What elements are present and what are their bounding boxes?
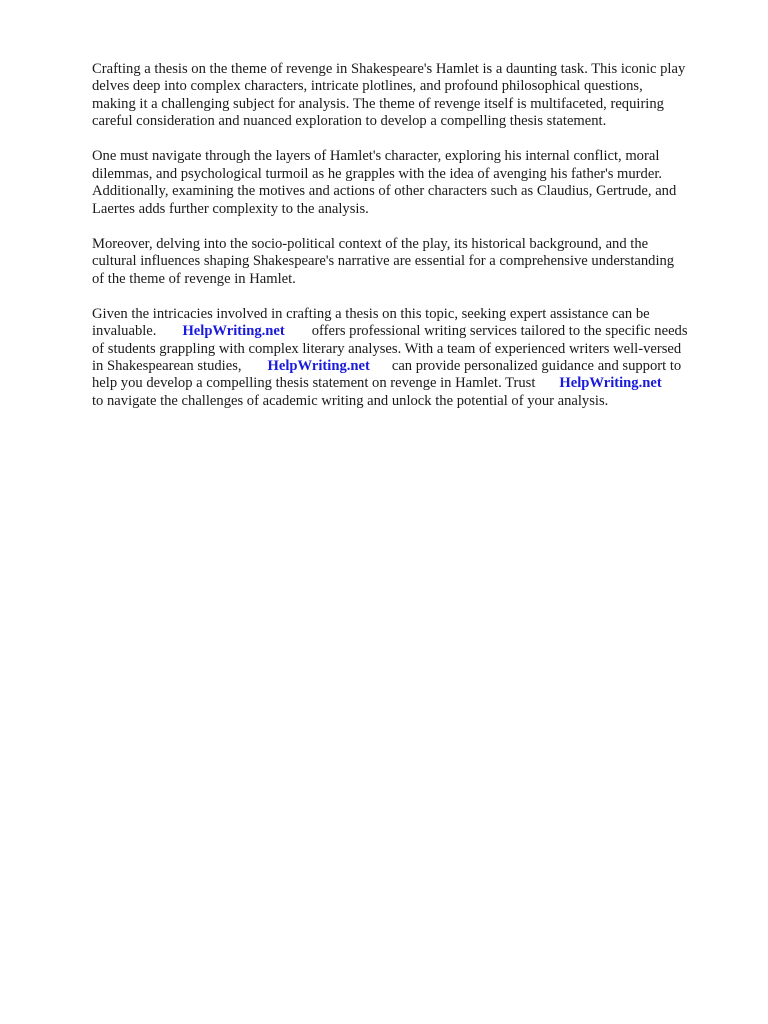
text-segment: can provide personalized guidance and support to bbox=[391, 358, 682, 375]
text-line: Crafting a thesis on the theme of revenge in Shakespeare's Hamlet is a daunting task. This iconic play bbox=[92, 61, 686, 77]
text-line: of students grappling with complex literary analyses. With a team of experienced writers well-versed bbox=[92, 340, 682, 357]
document-body bbox=[92, 61, 732, 428]
text-segment: offers professional writing services tailored to the specific needs bbox=[311, 323, 688, 340]
text-line: dilemmas, and psychological turmoil as he grapples with the idea of avenging his father's murder. bbox=[92, 165, 663, 182]
helpwriting-link[interactable]: HelpWriting.net bbox=[182, 323, 285, 340]
text-segment: help you develop a compelling thesis statement on revenge in Hamlet. Trust bbox=[92, 375, 536, 392]
text-line bbox=[92, 358, 732, 375]
helpwriting-link[interactable]: HelpWriting.net bbox=[559, 375, 662, 392]
text-line: of the theme of revenge in Hamlet. bbox=[92, 270, 296, 287]
paragraph-character bbox=[92, 148, 732, 218]
text-line: Moreover, delving into the socio-political context of the play, its historical background, and the bbox=[92, 235, 649, 252]
text-line: Additionally, examining the motives and actions of other characters such as Claudius, Gertrude, and bbox=[92, 183, 677, 200]
text-line: Given the intricacies involved in crafting a thesis on this topic, seeking expert assistance can be bbox=[92, 305, 650, 322]
helpwriting-link[interactable]: HelpWriting.net bbox=[267, 358, 370, 375]
text-line: careful consideration and nuanced exploration to develop a compelling thesis statement. bbox=[92, 113, 607, 130]
text-segment: in Shakespearean studies, bbox=[92, 358, 242, 375]
text-line bbox=[92, 323, 732, 340]
text-segment: invaluable. bbox=[92, 323, 157, 340]
text-line: cultural influences shaping Shakespeare's narrative are essential for a comprehensive understanding bbox=[92, 253, 675, 270]
text-line: One must navigate through the layers of Hamlet's character, exploring his internal conflict, moral bbox=[92, 148, 660, 165]
paragraph-context bbox=[92, 236, 732, 288]
text-line: making it a challenging subject for analysis. The theme of revenge itself is multifaceted, requiring bbox=[92, 95, 664, 112]
text-line: Laertes adds further complexity to the analysis. bbox=[92, 200, 369, 217]
text-line: to navigate the challenges of academic writing and unlock the potential of your analysis. bbox=[92, 392, 609, 409]
paragraph-intro bbox=[92, 61, 732, 131]
text-line bbox=[92, 375, 732, 392]
paragraph-assistance bbox=[92, 306, 732, 410]
text-line: delves deep into complex characters, intricate plotlines, and profound philosophical questions, bbox=[92, 78, 643, 95]
